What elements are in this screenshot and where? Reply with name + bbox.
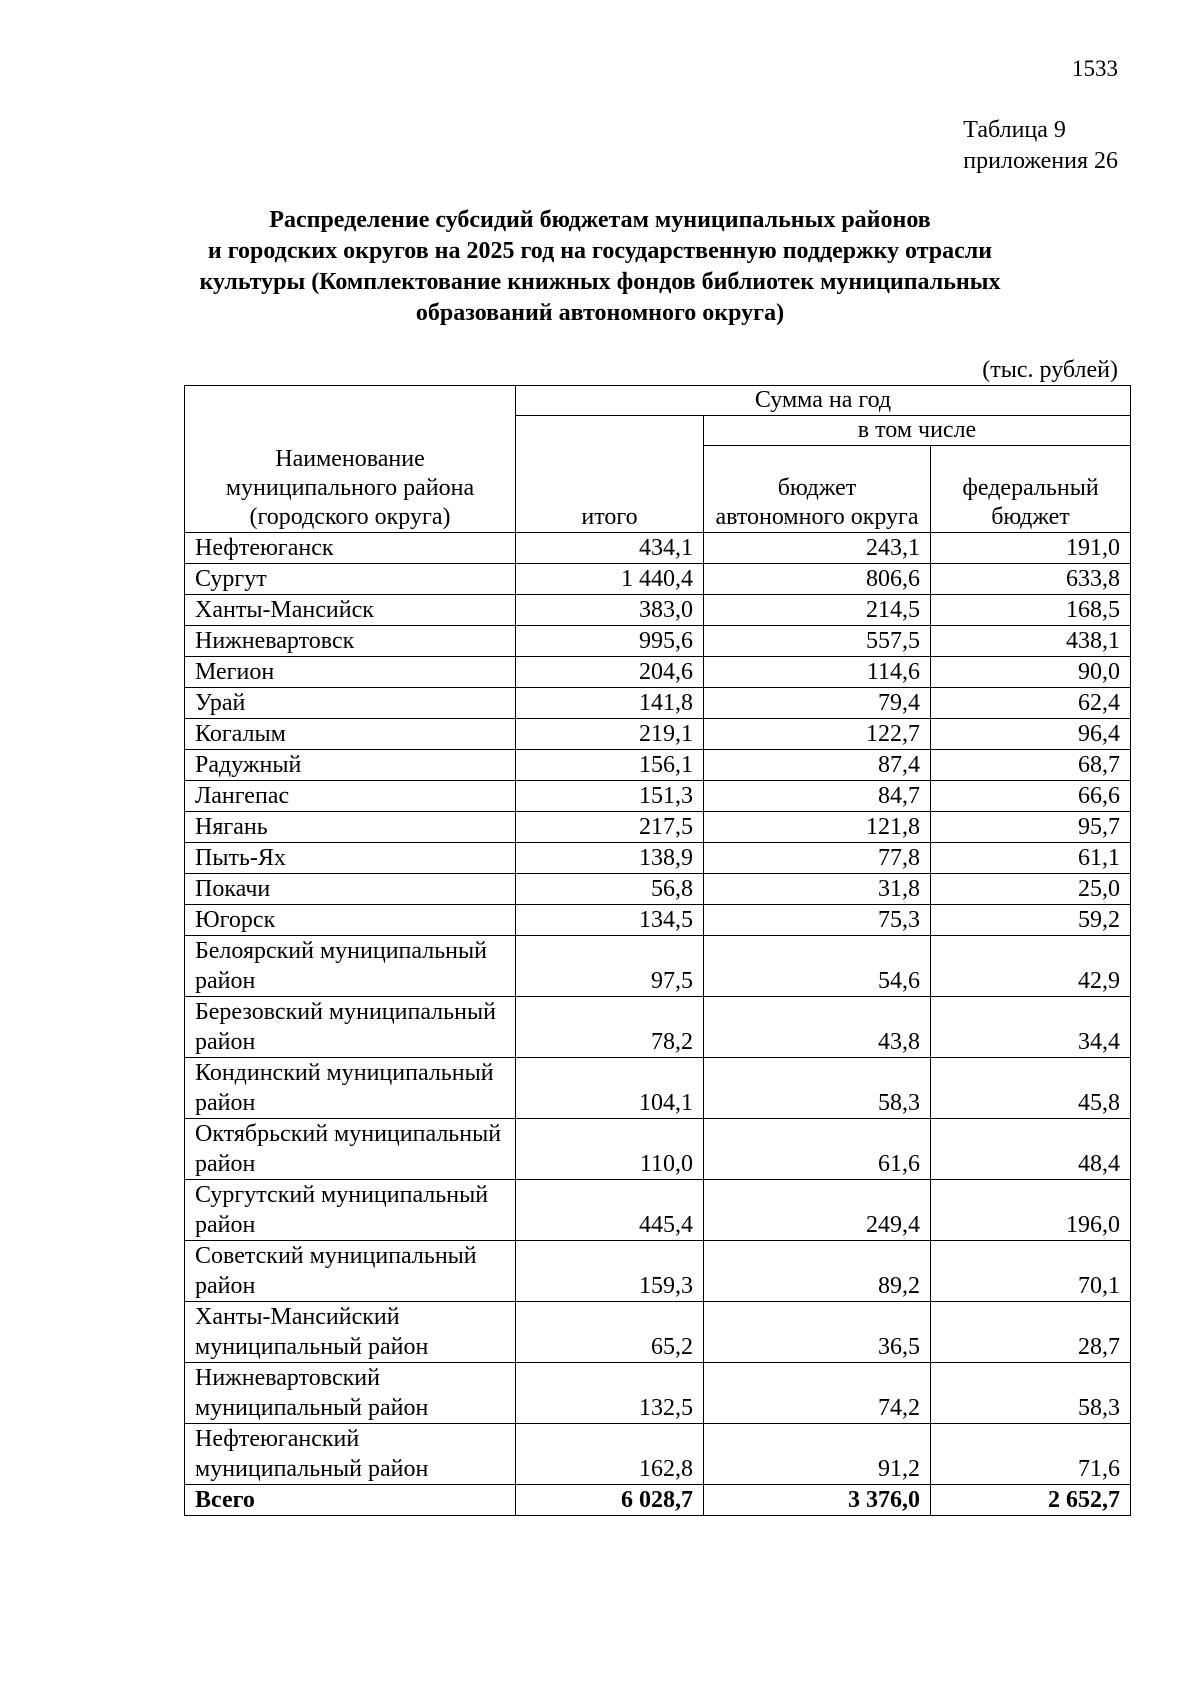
cell-fed-budget: 61,1 xyxy=(931,843,1131,874)
cell-total: 1 440,4 xyxy=(516,564,704,595)
table-row xyxy=(185,595,1131,626)
subsidy-table xyxy=(184,385,1131,1516)
cell-total: 110,0 xyxy=(516,1119,704,1180)
cell-fed-budget: 96,4 xyxy=(931,719,1131,750)
cell-ao-budget: 58,3 xyxy=(704,1058,931,1119)
table-row xyxy=(185,1180,1131,1241)
cell-total: 138,9 xyxy=(516,843,704,874)
cell-fed-budget: 196,0 xyxy=(931,1180,1131,1241)
cell-name: Урай xyxy=(185,688,516,719)
table-row xyxy=(185,781,1131,812)
cell-fed-budget: 168,5 xyxy=(931,595,1131,626)
cell-fed-budget: 68,7 xyxy=(931,750,1131,781)
cell-total: 134,5 xyxy=(516,905,704,936)
table-reference xyxy=(963,115,1118,177)
cell-ao-budget: 122,7 xyxy=(704,719,931,750)
cell-total: 434,1 xyxy=(516,533,704,564)
cell-name: Нефтеюганский муниципальный район xyxy=(185,1424,516,1485)
table-row xyxy=(185,564,1131,595)
cell-total: 995,6 xyxy=(516,626,704,657)
cell-fed-budget: 28,7 xyxy=(931,1302,1131,1363)
table-row xyxy=(185,1058,1131,1119)
table-header xyxy=(185,386,1131,533)
header-name: Наименование муниципального района (городского округа) xyxy=(185,386,516,533)
cell-total: 217,5 xyxy=(516,812,704,843)
table-row xyxy=(185,1424,1131,1485)
table-ref-line: Таблица 9 xyxy=(963,117,1066,143)
header-sum: Сумма на год xyxy=(516,386,1131,416)
cell-ao-budget: 79,4 xyxy=(704,688,931,719)
cell-total: 104,1 xyxy=(516,1058,704,1119)
title-line: культуры (Комплектование книжных фондов библиотек муниципальных xyxy=(199,269,1001,295)
total-sum: 6 028,7 xyxy=(516,1485,704,1516)
cell-name: Югорск xyxy=(185,905,516,936)
cell-total: 132,5 xyxy=(516,1363,704,1424)
table-row xyxy=(185,1302,1131,1363)
cell-name: Сургут xyxy=(185,564,516,595)
cell-total: 156,1 xyxy=(516,750,704,781)
total-ao-budget: 3 376,0 xyxy=(704,1485,931,1516)
cell-name: Нижневартовский муниципальный район xyxy=(185,1363,516,1424)
cell-fed-budget: 71,6 xyxy=(931,1424,1131,1485)
title-line: образований автономного округа) xyxy=(415,300,785,326)
table-body xyxy=(185,533,1131,1516)
cell-total: 445,4 xyxy=(516,1180,704,1241)
cell-ao-budget: 557,5 xyxy=(704,626,931,657)
header-total: итого xyxy=(516,416,704,533)
table-row xyxy=(185,1363,1131,1424)
table-ref-line: приложения 26 xyxy=(963,148,1118,174)
cell-ao-budget: 91,2 xyxy=(704,1424,931,1485)
cell-ao-budget: 54,6 xyxy=(704,936,931,997)
document-title xyxy=(150,205,1050,329)
cell-ao-budget: 77,8 xyxy=(704,843,931,874)
cell-name: Нижневартовск xyxy=(185,626,516,657)
cell-ao-budget: 121,8 xyxy=(704,812,931,843)
cell-fed-budget: 70,1 xyxy=(931,1241,1131,1302)
cell-fed-budget: 59,2 xyxy=(931,905,1131,936)
cell-name: Нягань xyxy=(185,812,516,843)
cell-total: 219,1 xyxy=(516,719,704,750)
cell-ao-budget: 36,5 xyxy=(704,1302,931,1363)
cell-total: 78,2 xyxy=(516,997,704,1058)
cell-ao-budget: 243,1 xyxy=(704,533,931,564)
page-number: 1533 xyxy=(1072,56,1118,81)
cell-name: Покачи xyxy=(185,874,516,905)
cell-total: 97,5 xyxy=(516,936,704,997)
table-row xyxy=(185,688,1131,719)
cell-name: Сургутский муниципальный район xyxy=(185,1180,516,1241)
cell-ao-budget: 43,8 xyxy=(704,997,931,1058)
cell-name: Октябрьский муниципальный район xyxy=(185,1119,516,1180)
cell-name: Белоярский муниципальный район xyxy=(185,936,516,997)
cell-name: Советский муниципальный район xyxy=(185,1241,516,1302)
table-row xyxy=(185,1241,1131,1302)
cell-fed-budget: 34,4 xyxy=(931,997,1131,1058)
cell-total: 141,8 xyxy=(516,688,704,719)
cell-ao-budget: 87,4 xyxy=(704,750,931,781)
cell-fed-budget: 90,0 xyxy=(931,657,1131,688)
header-incl: в том числе xyxy=(704,416,1131,446)
cell-fed-budget: 95,7 xyxy=(931,812,1131,843)
header-ao-budget: бюджет автономного округа xyxy=(704,446,931,533)
cell-name: Кондинский муниципальный район xyxy=(185,1058,516,1119)
cell-ao-budget: 74,2 xyxy=(704,1363,931,1424)
header-fed-budget: федеральный бюджет xyxy=(931,446,1131,533)
cell-fed-budget: 191,0 xyxy=(931,533,1131,564)
cell-name: Нефтеюганск xyxy=(185,533,516,564)
cell-name: Пыть-Ях xyxy=(185,843,516,874)
table-row xyxy=(185,719,1131,750)
table-row xyxy=(185,997,1131,1058)
table-row xyxy=(185,843,1131,874)
cell-ao-budget: 114,6 xyxy=(704,657,931,688)
cell-name: Березовский муниципальный район xyxy=(185,997,516,1058)
cell-total: 151,3 xyxy=(516,781,704,812)
cell-name: Лангепас xyxy=(185,781,516,812)
total-label: Всего xyxy=(185,1485,516,1516)
cell-fed-budget: 58,3 xyxy=(931,1363,1131,1424)
cell-total: 56,8 xyxy=(516,874,704,905)
table-row xyxy=(185,812,1131,843)
cell-ao-budget: 75,3 xyxy=(704,905,931,936)
table-row xyxy=(185,626,1131,657)
cell-ao-budget: 84,7 xyxy=(704,781,931,812)
cell-total: 159,3 xyxy=(516,1241,704,1302)
cell-fed-budget: 62,4 xyxy=(931,688,1131,719)
title-line: Распределение субсидий бюджетам муниципальных районов xyxy=(269,207,931,233)
cell-ao-budget: 249,4 xyxy=(704,1180,931,1241)
cell-ao-budget: 214,5 xyxy=(704,595,931,626)
units-label: (тыс. рублей) xyxy=(982,357,1118,383)
cell-total: 204,6 xyxy=(516,657,704,688)
table-row xyxy=(185,750,1131,781)
cell-total: 65,2 xyxy=(516,1302,704,1363)
cell-fed-budget: 25,0 xyxy=(931,874,1131,905)
table-row xyxy=(185,936,1131,997)
cell-fed-budget: 438,1 xyxy=(931,626,1131,657)
cell-total: 162,8 xyxy=(516,1424,704,1485)
cell-ao-budget: 61,6 xyxy=(704,1119,931,1180)
cell-fed-budget: 633,8 xyxy=(931,564,1131,595)
total-fed-budget: 2 652,7 xyxy=(931,1485,1131,1516)
table-row xyxy=(185,533,1131,564)
cell-name: Мегион xyxy=(185,657,516,688)
cell-fed-budget: 42,9 xyxy=(931,936,1131,997)
title-line: и городских округов на 2025 год на государственную поддержку отрасли xyxy=(207,238,993,264)
cell-name: Ханты-Мансийск xyxy=(185,595,516,626)
table-row xyxy=(185,874,1131,905)
cell-ao-budget: 806,6 xyxy=(704,564,931,595)
cell-fed-budget: 48,4 xyxy=(931,1119,1131,1180)
cell-name: Ханты-Мансийский муниципальный район xyxy=(185,1302,516,1363)
cell-fed-budget: 45,8 xyxy=(931,1058,1131,1119)
table-row xyxy=(185,1119,1131,1180)
table-row xyxy=(185,657,1131,688)
cell-name: Радужный xyxy=(185,750,516,781)
table-row xyxy=(185,905,1131,936)
cell-name: Когалым xyxy=(185,719,516,750)
cell-ao-budget: 89,2 xyxy=(704,1241,931,1302)
cell-fed-budget: 66,6 xyxy=(931,781,1131,812)
cell-ao-budget: 31,8 xyxy=(704,874,931,905)
cell-total: 383,0 xyxy=(516,595,704,626)
total-row xyxy=(185,1485,1131,1516)
